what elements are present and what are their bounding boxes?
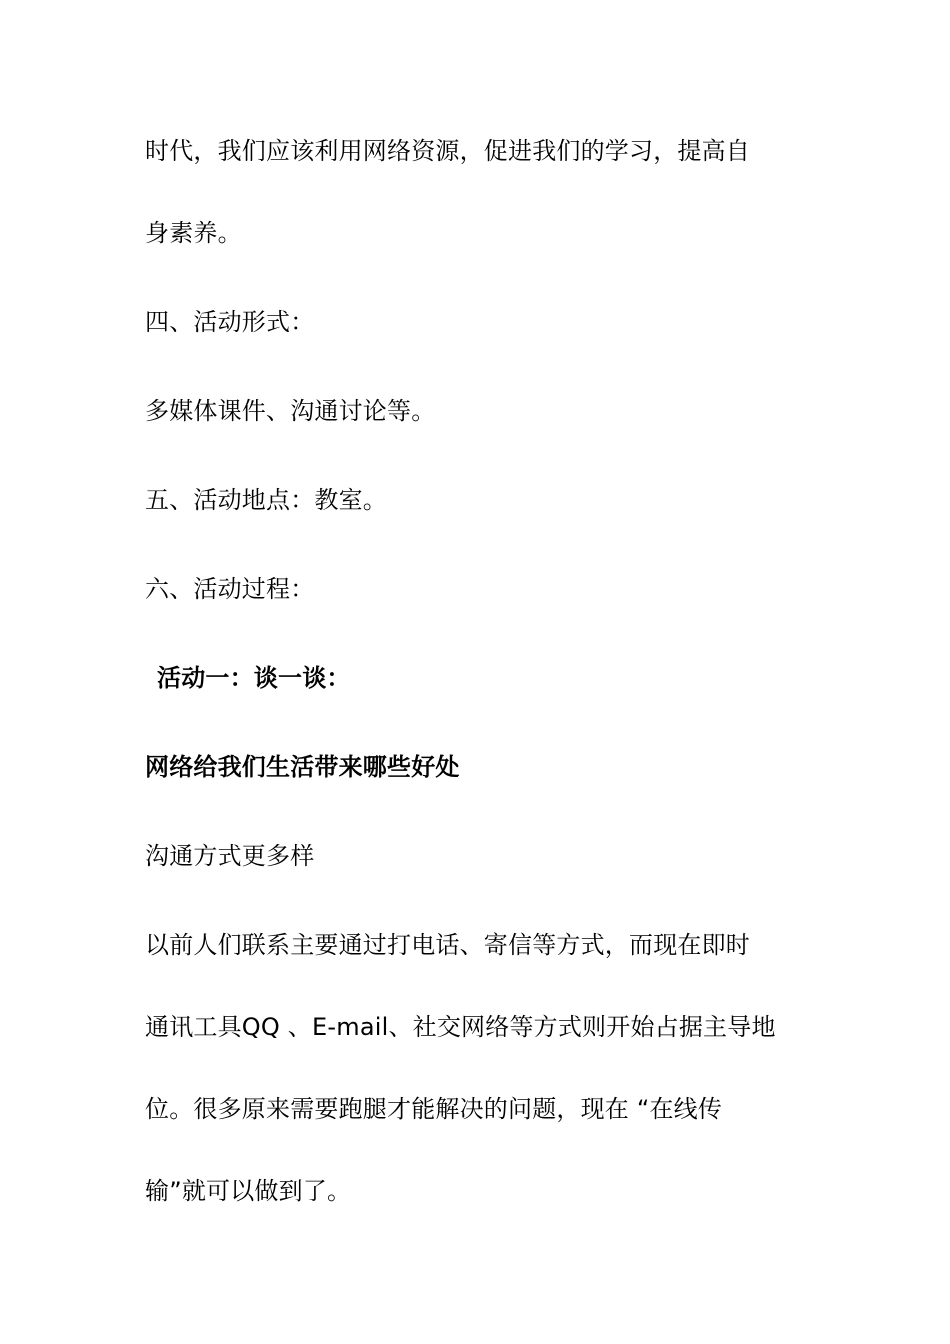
activity-1-heading: 活动一：谈一谈： [157,664,351,692]
section-5-line: 五、活动地点：教室。 [145,486,387,514]
paragraph-1-line-1: 时代，我们应该利用网络资源，促进我们的学习，提高自 [145,137,750,165]
paragraph-2-line-2: 通讯工具QQ 、E-mail、社交网络等方式则开始占据主导地 [145,1013,776,1041]
paragraph-2-line-1: 以前人们联系主要通过打电话、寄信等方式，而现在即时 [145,931,750,959]
activity-1-question: 网络给我们生活带来哪些好处 [145,753,460,781]
paragraph-2-line-3: 位。很多原来需要跑腿才能解决的问题，现在 “在线传 [145,1095,723,1123]
paragraph-1-line-2: 身素养。 [145,219,242,247]
section-4-heading: 四、活动形式： [145,308,315,336]
section-4-body: 多媒体课件、沟通讨论等。 [145,397,436,425]
section-6-heading: 六、活动过程： [145,575,315,603]
paragraph-2-line-4: 输”就可以做到了。 [145,1177,352,1205]
subheading: 沟通方式更多样 [145,842,315,870]
